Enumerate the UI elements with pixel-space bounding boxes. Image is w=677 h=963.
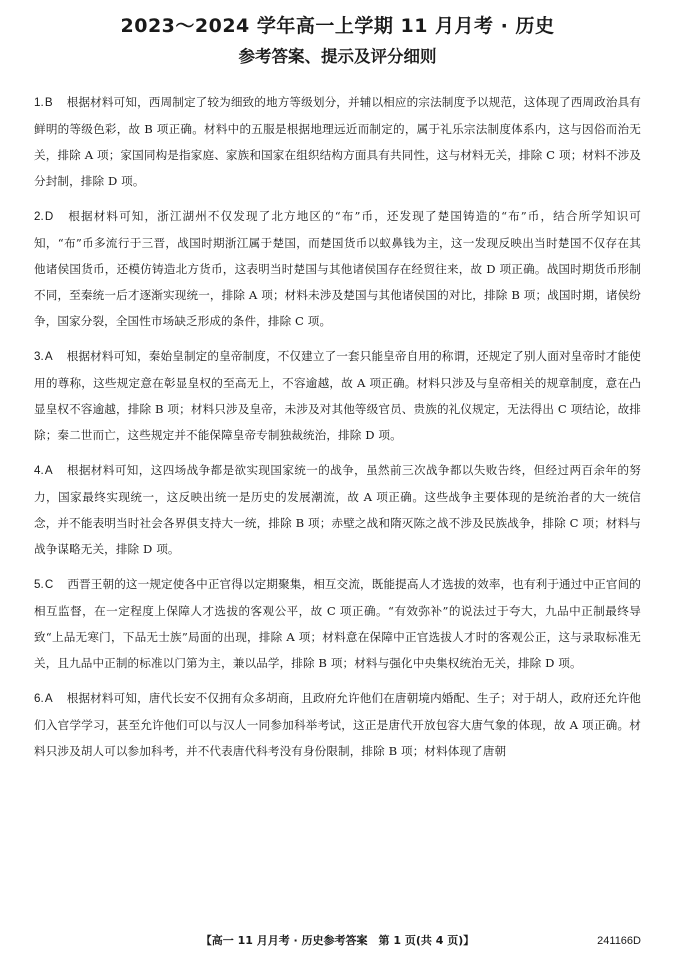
answer-choice: D bbox=[44, 210, 54, 223]
answer-choice: A bbox=[44, 464, 53, 477]
answer-explanation: 根据材料可知，秦始皇制定的皇帝制度，不仅建立了一套只能皇帝自用的称谓，还规定了别人面对皇帝时才能使用的尊称，这些规定意在彰显皇权的至高无上，不容逾越，故 A 项正确。材料只涉及与皇帝相关的规章制度，意在凸显皇权不容逾越，排除 B 项；材料只涉及皇帝，未涉及对其他等级官员、贵族的礼仪规定，无法得出 C 项结论，故排除；秦二世而亡，这些规定并不能保障皇帝专制独裁统治，排除 D 项。 bbox=[34, 349, 641, 442]
answer-explanation: 根据材料可知，浙江湖州不仅发现了北方地区的“布”币，还发现了楚国铸造的“布”币，结合所学知识可知，“布”币多流行于三晋，战国时期浙江属于楚国，而楚国货币以蚁鼻钱为主，这一发现反映出当时楚国不仅存在其他诸侯国货币，还模仿铸造北方货币，这表明当时楚国与其他诸侯国存在经贸往来，故 D 项正确。战国时期货币形制不同，至秦统一后才逐渐实现统一，排除 A 项；材料未涉及楚国与其他诸侯国的对比，排除 B 项；战国时期，诸侯纷争，国家分裂，全国性市场缺乏形成的条件，排除 C 项。 bbox=[34, 209, 641, 328]
answer-choice: A bbox=[44, 350, 53, 363]
answer-explanation: 根据材料可知，西周制定了较为细致的地方等级划分，并辅以相应的宗法制度予以规范，这体现了西周政治具有鲜明的等级色彩，故 B 项正确。材料中的五服是根据地理远近而制定的，属于礼乐宗法制度体系内，这与因俗而治无关，排除 A 项；家国同构是指家庭、家族和国家在组织结构方面具有共同性，这与材料无关，排除 C 项；材料不涉及分封制，排除 D 项。 bbox=[34, 95, 641, 188]
answer-explanation: 西晋王朝的这一规定使各中正官得以定期聚集，相互交流，既能提高人才选拔的效率，也有利于通过中正官间的相互监督，在一定程度上保障人才选拔的客观公平，故 C 项正确。“有效弥补”的说法过于夸大，九品中正制最终导致“上品无寒门，下品无士族”局面的出现，排除 A 项；材料意在保障中正官选拔人才时的客观公正，这与录取标准无关，且九品中正制的标准以门第为主，兼以品学，排除 B 项；材料与强化中央集权统治无关，排除 D 项。 bbox=[34, 577, 641, 670]
answer-number: 5. bbox=[34, 578, 44, 591]
answer-explanation: 根据材料可知，这四场战争都是欲实现国家统一的战争，虽然前三次战争都以失败告终，但经过两百余年的努力，国家最终实现统一，这反映出统一是历史的发展潮流，故 A 项正确。这些战争主要体现的是统治者的大一统信念，并不能表明当时社会各界俱支持大一统，排除 B 项；赤壁之战和隋灭陈之战不涉及民族战争，排除 C 项；材料与战争谋略无关，排除 D 项。 bbox=[34, 463, 641, 556]
answer-number: 1. bbox=[34, 96, 44, 109]
answer-item-1 bbox=[34, 89, 641, 194]
answer-item-2 bbox=[34, 203, 641, 334]
answer-choice: A bbox=[44, 692, 53, 705]
answer-item-4 bbox=[34, 457, 641, 562]
answer-item-6 bbox=[34, 685, 641, 764]
answer-choice: B bbox=[44, 96, 53, 109]
footer-document-code: 241166D bbox=[597, 935, 641, 947]
answer-number: 6. bbox=[34, 692, 44, 705]
answer-number: 4. bbox=[34, 464, 44, 477]
answer-choice: C bbox=[44, 578, 54, 591]
answer-item-3 bbox=[34, 343, 641, 448]
answer-list bbox=[34, 89, 641, 764]
page-title: 2023～2024 学年高一上学期 11 月月考 · 历史 bbox=[120, 15, 555, 37]
answer-number: 3. bbox=[34, 350, 44, 363]
page-subtitle: 参考答案、提示及评分细则 bbox=[238, 47, 437, 66]
footer-page-info: 【高一 11 月月考 · 历史参考答案 第 1 页(共 4 页)】 bbox=[200, 934, 475, 947]
answer-number: 2. bbox=[34, 210, 44, 223]
answer-explanation: 根据材料可知，唐代长安不仅拥有众多胡商，且政府允许他们在唐朝境内婚配、生子；对于胡人，政府还允许他们入官学学习，甚至允许他们可以与汉人一同参加科举考试，这正是唐代开放包容大唐气象的体现，故 A 项正确。材料只涉及胡人可以参加科考，并不代表唐代科考没有身份限制，排除 B 项；材料体现了唐朝 bbox=[34, 691, 641, 758]
answer-item-5 bbox=[34, 571, 641, 676]
